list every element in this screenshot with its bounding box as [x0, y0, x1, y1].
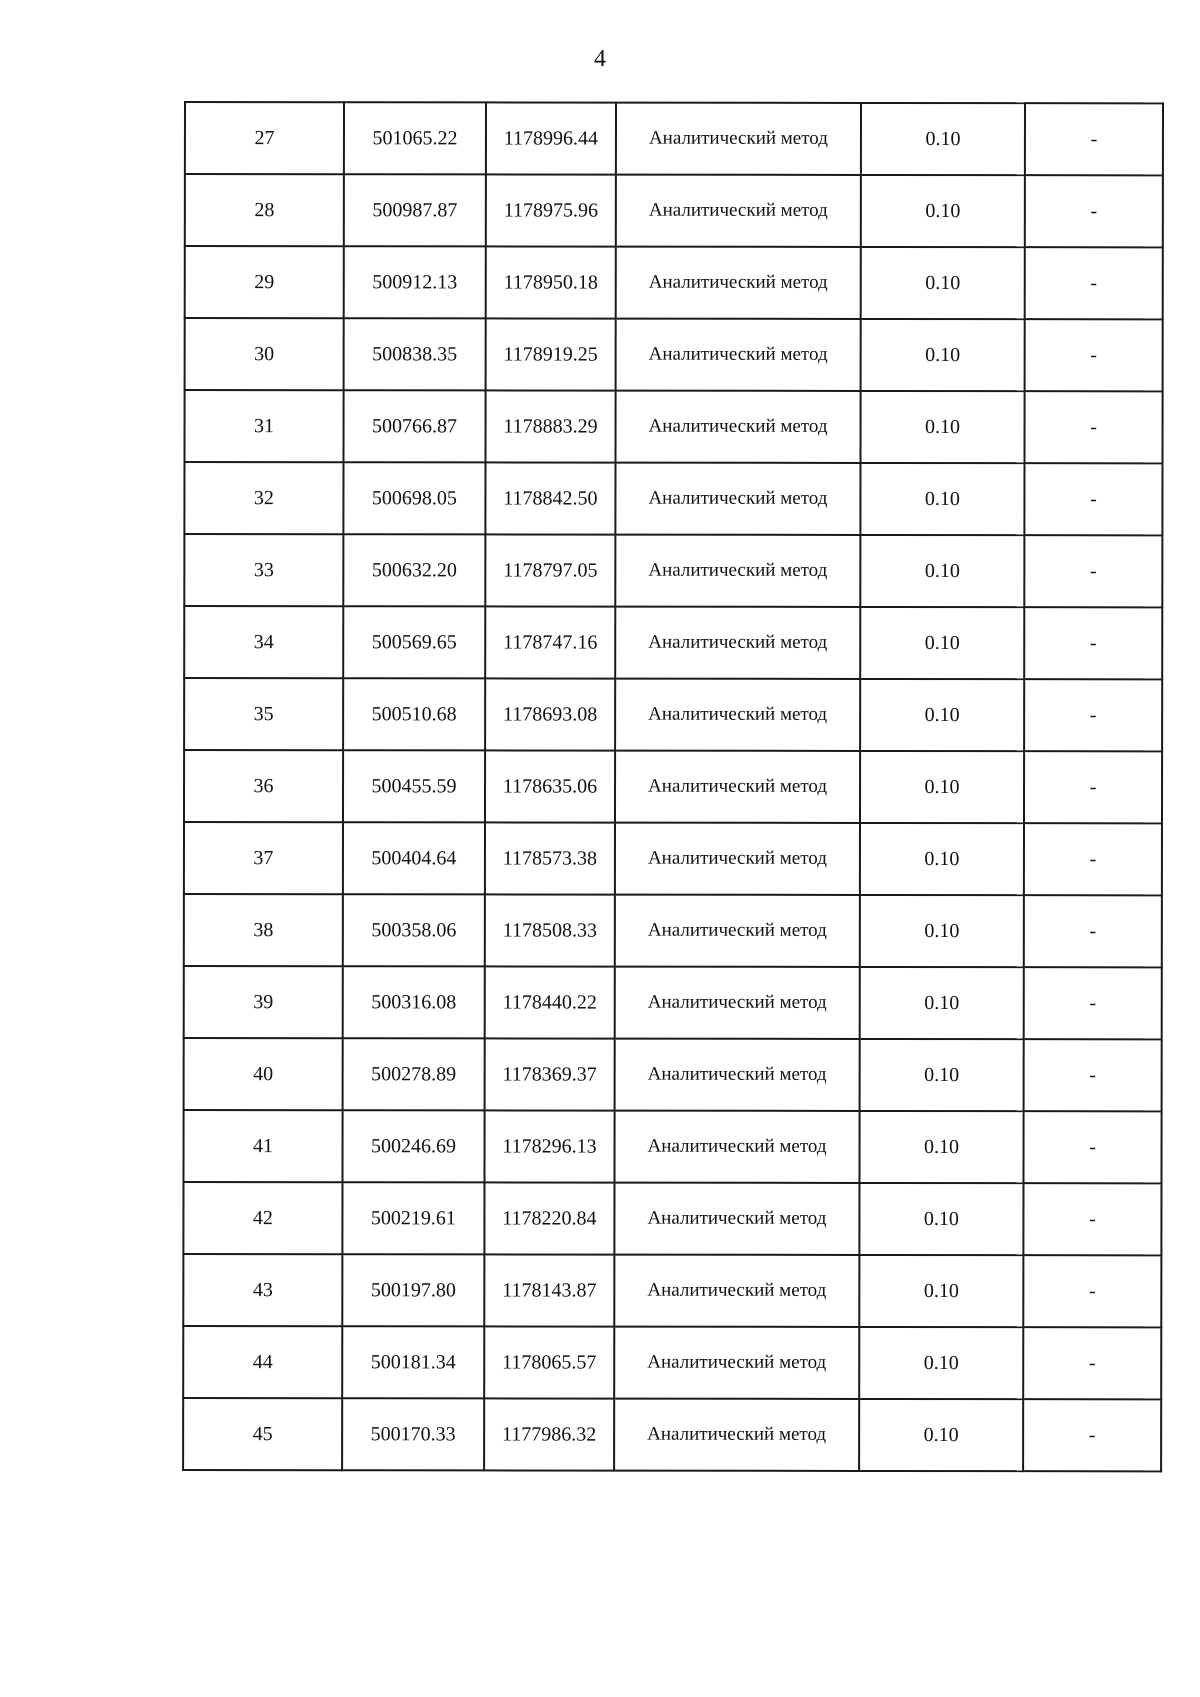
method-cell: Аналитический метод	[614, 1327, 859, 1399]
table-body	[183, 102, 1163, 1471]
accuracy-cell: 0.10	[861, 247, 1025, 319]
note-cell: -	[1024, 535, 1162, 607]
table-row	[185, 102, 1163, 175]
y-coordinate-cell: 1178508.33	[485, 894, 615, 966]
table-row	[183, 1398, 1161, 1471]
point-number-cell: 38	[184, 894, 343, 966]
table-row	[184, 822, 1162, 895]
y-coordinate-cell: 1178919.25	[486, 318, 616, 390]
method-cell: Аналитический метод	[615, 1039, 860, 1111]
accuracy-cell: 0.10	[860, 463, 1024, 535]
table-row	[184, 390, 1162, 463]
point-number-cell: 44	[183, 1326, 342, 1398]
y-coordinate-cell: 1178842.50	[485, 462, 615, 534]
method-cell: Аналитический метод	[616, 103, 861, 175]
x-coordinate-cell: 500987.87	[344, 174, 486, 246]
method-cell: Аналитический метод	[615, 607, 860, 679]
note-cell: -	[1025, 247, 1163, 319]
y-coordinate-cell: 1178220.84	[484, 1182, 614, 1254]
point-number-cell: 30	[185, 318, 344, 390]
method-cell: Аналитический метод	[615, 967, 860, 1039]
method-cell: Аналитический метод	[614, 1255, 859, 1327]
x-coordinate-cell: 500698.05	[343, 462, 485, 534]
accuracy-cell: 0.10	[860, 679, 1024, 751]
table-row	[184, 462, 1162, 535]
x-coordinate-cell: 500358.06	[343, 894, 485, 966]
x-coordinate-cell: 500766.87	[343, 390, 485, 462]
y-coordinate-cell: 1178883.29	[485, 390, 615, 462]
y-coordinate-cell: 1178950.18	[486, 246, 616, 318]
y-coordinate-cell: 1178065.57	[484, 1326, 614, 1398]
method-cell: Аналитический метод	[614, 1111, 859, 1183]
table-row	[184, 966, 1162, 1039]
table-row	[184, 678, 1162, 751]
page-number: 4	[594, 46, 606, 72]
x-coordinate-cell: 500278.89	[343, 1038, 485, 1110]
accuracy-cell: 0.10	[861, 175, 1025, 247]
point-number-cell: 32	[184, 462, 343, 534]
method-cell: Аналитический метод	[615, 823, 860, 895]
note-cell: -	[1023, 1183, 1161, 1255]
x-coordinate-cell: 500632.20	[343, 534, 485, 606]
x-coordinate-cell: 500170.33	[342, 1398, 484, 1470]
point-number-cell: 31	[184, 390, 343, 462]
table-row	[183, 1182, 1161, 1255]
point-number-cell: 42	[183, 1182, 342, 1254]
point-number-cell: 29	[185, 246, 344, 318]
point-number-cell: 36	[184, 750, 343, 822]
note-cell: -	[1024, 679, 1162, 751]
table-row	[183, 1254, 1161, 1327]
y-coordinate-cell: 1178635.06	[485, 750, 615, 822]
x-coordinate-cell: 500510.68	[343, 678, 485, 750]
note-cell: -	[1024, 607, 1162, 679]
note-cell: -	[1024, 1039, 1162, 1111]
note-cell: -	[1023, 1327, 1161, 1399]
note-cell: -	[1023, 1111, 1161, 1183]
note-cell: -	[1023, 1255, 1161, 1327]
y-coordinate-cell: 1178440.22	[485, 966, 615, 1038]
x-coordinate-cell: 500455.59	[343, 750, 485, 822]
method-cell: Аналитический метод	[615, 895, 860, 967]
accuracy-cell: 0.10	[860, 535, 1024, 607]
accuracy-cell: 0.10	[860, 1039, 1024, 1111]
point-number-cell: 27	[185, 102, 344, 174]
note-cell: -	[1025, 175, 1163, 247]
y-coordinate-cell: 1178747.16	[485, 606, 615, 678]
x-coordinate-cell: 500316.08	[343, 966, 485, 1038]
point-number-cell: 43	[183, 1254, 342, 1326]
table-row	[184, 1038, 1162, 1111]
table-row	[183, 1326, 1161, 1399]
accuracy-cell: 0.10	[860, 607, 1024, 679]
accuracy-cell: 0.10	[861, 319, 1025, 391]
point-number-cell: 45	[183, 1398, 342, 1470]
accuracy-cell: 0.10	[859, 1255, 1023, 1327]
x-coordinate-cell: 500569.65	[343, 606, 485, 678]
note-cell: -	[1025, 319, 1163, 391]
y-coordinate-cell: 1178975.96	[486, 174, 616, 246]
accuracy-cell: 0.10	[859, 1327, 1023, 1399]
method-cell: Аналитический метод	[615, 679, 860, 751]
point-number-cell: 34	[184, 606, 343, 678]
x-coordinate-cell: 501065.22	[344, 102, 486, 174]
accuracy-cell: 0.10	[859, 1183, 1023, 1255]
x-coordinate-cell: 500181.34	[342, 1326, 484, 1398]
table-row	[185, 318, 1163, 391]
note-cell: -	[1024, 967, 1162, 1039]
point-number-cell: 33	[184, 534, 343, 606]
method-cell: Аналитический метод	[614, 1399, 859, 1471]
x-coordinate-cell: 500246.69	[342, 1110, 484, 1182]
x-coordinate-cell: 500197.80	[342, 1254, 484, 1326]
note-cell: -	[1025, 103, 1163, 175]
x-coordinate-cell: 500219.61	[342, 1182, 484, 1254]
method-cell: Аналитический метод	[615, 751, 860, 823]
accuracy-cell: 0.10	[859, 1399, 1023, 1471]
accuracy-cell: 0.10	[861, 103, 1025, 175]
table-row	[185, 246, 1163, 319]
y-coordinate-cell: 1178573.38	[485, 822, 615, 894]
point-number-cell: 41	[183, 1110, 342, 1182]
note-cell: -	[1024, 751, 1162, 823]
accuracy-cell: 0.10	[859, 1111, 1023, 1183]
y-coordinate-cell: 1177986.32	[484, 1398, 614, 1470]
y-coordinate-cell: 1178143.87	[484, 1254, 614, 1326]
note-cell: -	[1024, 391, 1162, 463]
table-row	[184, 534, 1162, 607]
x-coordinate-cell: 500912.13	[344, 246, 486, 318]
note-cell: -	[1024, 823, 1162, 895]
y-coordinate-cell: 1178797.05	[485, 534, 615, 606]
table-row	[184, 606, 1162, 679]
method-cell: Аналитический метод	[615, 463, 860, 535]
point-number-cell: 39	[184, 966, 343, 1038]
accuracy-cell: 0.10	[860, 967, 1024, 1039]
note-cell: -	[1023, 1399, 1161, 1471]
table-row	[183, 1110, 1161, 1183]
note-cell: -	[1024, 463, 1162, 535]
point-number-cell: 40	[184, 1038, 343, 1110]
y-coordinate-cell: 1178369.37	[485, 1038, 615, 1110]
accuracy-cell: 0.10	[860, 823, 1024, 895]
method-cell: Аналитический метод	[614, 1183, 859, 1255]
method-cell: Аналитический метод	[616, 319, 861, 391]
accuracy-cell: 0.10	[860, 391, 1024, 463]
point-number-cell: 37	[184, 822, 343, 894]
coordinates-table	[182, 101, 1164, 1472]
point-number-cell: 35	[184, 678, 343, 750]
method-cell: Аналитический метод	[616, 175, 861, 247]
table-row	[185, 174, 1163, 247]
method-cell: Аналитический метод	[616, 247, 861, 319]
method-cell: Аналитический метод	[615, 391, 860, 463]
note-cell: -	[1024, 895, 1162, 967]
accuracy-cell: 0.10	[860, 895, 1024, 967]
x-coordinate-cell: 500404.64	[343, 822, 485, 894]
method-cell: Аналитический метод	[615, 535, 860, 607]
y-coordinate-cell: 1178296.13	[484, 1110, 614, 1182]
y-coordinate-cell: 1178996.44	[486, 102, 616, 174]
accuracy-cell: 0.10	[860, 751, 1024, 823]
table-row	[184, 894, 1162, 967]
point-number-cell: 28	[185, 174, 344, 246]
y-coordinate-cell: 1178693.08	[485, 678, 615, 750]
x-coordinate-cell: 500838.35	[344, 318, 486, 390]
table-row	[184, 750, 1162, 823]
